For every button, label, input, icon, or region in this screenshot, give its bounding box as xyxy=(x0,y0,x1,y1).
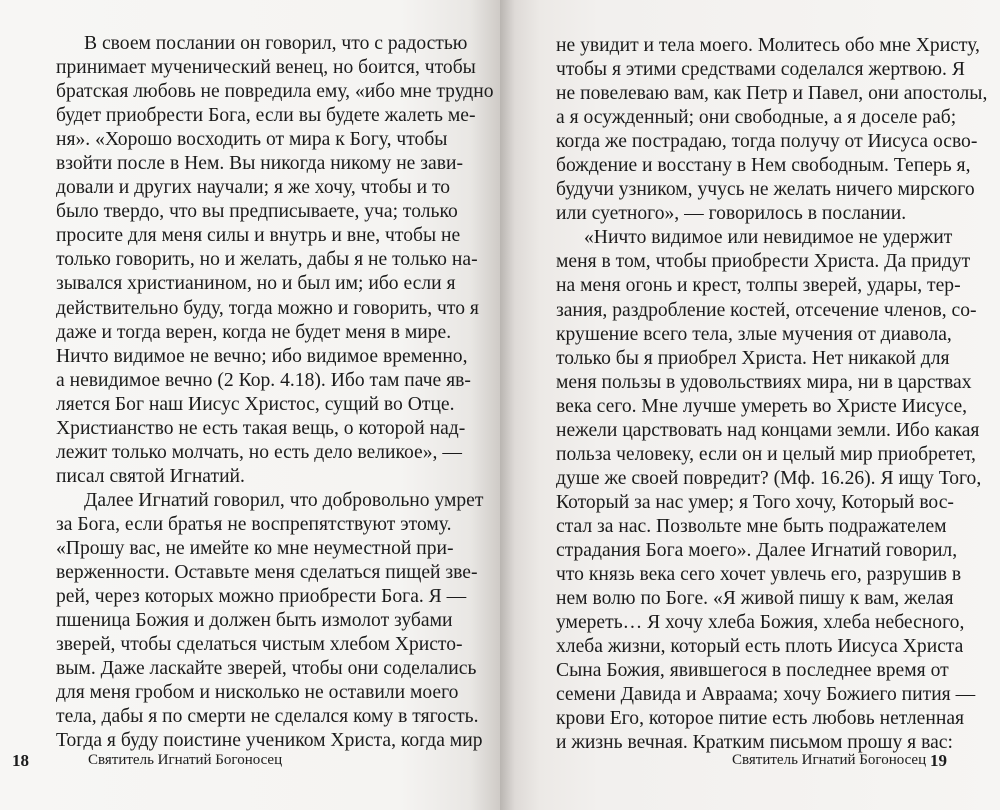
running-header: Святитель Игнатий Богоносец xyxy=(732,752,927,768)
text-line: рей, через которых можно приобрести Бога. Я — xyxy=(56,586,467,608)
text-line: для меня гробом и нисколько не оставили моего xyxy=(56,682,459,704)
text-line: душе же своей повредит? (Мф. 16.26). Я ищу Того, xyxy=(556,467,982,489)
text-line: только бы я приобрел Христа. Нет никакой для xyxy=(556,347,950,369)
text-line: а невидимое вечно (2 Кор. 4.18). Ибо там паче яв- xyxy=(56,369,471,391)
text-line: стал за нас. Позвольте мне быть подражателем xyxy=(556,515,947,537)
text-line: века сего. Мне лучше умереть во Христе Иисусе, xyxy=(556,395,968,417)
running-header: Святитель Игнатий Богоносец xyxy=(88,752,283,768)
text-line: хлеба жизни, который есть плоть Иисуса Христа xyxy=(556,636,964,658)
text-line: принимает мученический венец, но боится, чтобы xyxy=(56,57,476,79)
text-line: чтобы я этими средствами соделался жертвою. Я xyxy=(556,59,965,81)
text-line: на меня огонь и крест, толпы зверей, удары, тер- xyxy=(556,275,961,297)
text-line: писал святой Игнатий. xyxy=(56,465,245,487)
text-line: просите для меня силы и внутрь и вне, чтобы не xyxy=(56,225,461,247)
text-line: не повелеваю вам, как Петр и Павел, они апостолы, xyxy=(556,83,988,105)
text-line: когда же пострадаю, тогда получу от Иисуса осво- xyxy=(556,131,978,153)
text-line: а я осужденный; они свободные, а я доселе раб; xyxy=(556,107,957,129)
text-line: семени Давида и Авраама; хочу Божиего пития — xyxy=(556,684,976,706)
text-line: братская любовь не повредила ему, «ибо мне трудно xyxy=(56,81,494,103)
text-line: нем волю по Боге. «Я живой пишу к вам, желая xyxy=(556,588,954,610)
text-line: будучи узником, учусь не желать ничего мирского xyxy=(556,179,975,201)
text-line: Сына Божия, явившегося в последнее время от xyxy=(556,660,949,682)
right-page-text xyxy=(556,34,988,755)
text-line: «Ничто видимое или невидимое не удержит xyxy=(584,227,953,249)
page-number: 19 xyxy=(930,751,947,770)
text-line: будет приобрести Бога, если вы будете жалеть ме- xyxy=(56,105,476,127)
left-page-text xyxy=(56,32,494,753)
text-line: даже и тогда верен, когда не будет меня в мире. xyxy=(56,321,452,343)
text-line: польза человеку, если он и целый мир приобретет, xyxy=(556,443,976,465)
text-line: довали и других научали; я же хочу, чтобы и то xyxy=(56,177,451,199)
text-line: Ничто видимое не вечно; ибо видимое временно, xyxy=(56,345,468,367)
text-line: пшеница Божия и должен быть измолот зубами xyxy=(56,610,453,632)
page-number: 18 xyxy=(12,751,29,770)
text-line: меня пользы в удовольствиях мира, ни в царствах xyxy=(556,371,972,393)
text-line: В своем послании он говорил, что с радостью xyxy=(84,33,468,54)
text-line: и жизнь вечная. Кратким письмом прошу я вас: xyxy=(556,732,953,754)
text-line: Тогда я буду поистине учеником Христа, когда мир xyxy=(56,730,483,752)
text-line: не увидит и тела моего. Молитесь обо мне Христу, xyxy=(556,35,980,56)
text-line: крушение всего тела, злые мучения от диавола, xyxy=(556,323,952,345)
text-line: меня в том, чтобы приобрести Христа. Да придут xyxy=(556,251,971,273)
text-line: зывался христианином, но и был им; ибо если я xyxy=(56,273,456,295)
text-line: «Прошу вас, не имейте ко мне неуместной при- xyxy=(56,537,454,559)
text-line: действительно буду, тогда можно и говорить, что я xyxy=(56,297,479,319)
text-line: было твердо, что вы предписываете, уча; только xyxy=(56,201,458,223)
text-line: или суетного», — говорилось в послании. xyxy=(556,203,907,225)
text-line: вым. Даже ласкайте зверей, чтобы они соделались xyxy=(56,658,477,680)
text-line: Далее Игнатий говорил, что добровольно умрет xyxy=(84,489,484,511)
text-line: взойти после в Нем. Вы никогда никому не зави- xyxy=(56,153,463,175)
text-line: страдания Бога моего». Далее Игнатий говорил, xyxy=(556,539,958,561)
text-line: ляется Бог наш Иисус Христос, сущий во Отце. xyxy=(56,393,455,415)
text-line: крови Его, которое питие есть любовь нетленная xyxy=(556,708,965,730)
text-line: ня». «Хорошо восходить от мира к Богу, чтобы xyxy=(56,129,448,151)
text-line: верженности. Оставьте меня сделаться пищей зве- xyxy=(56,562,478,584)
text-line: лежит только молчать, но есть дело великое», — xyxy=(56,441,462,463)
text-line: тела, дабы я по смерти не сделался кому в тягость. xyxy=(56,706,479,728)
text-line: бождение и восстану в Нем свободным. Теперь я, xyxy=(556,155,971,177)
text-line: за Бога, если братья не воспрепятствуют этому. xyxy=(56,513,452,535)
text-line: что князь века сего хочет увлечь его, разрушив в xyxy=(556,564,962,586)
text-line: умереть… Я хочу хлеба Божия, хлеба небесного, xyxy=(556,612,965,634)
right-page xyxy=(500,0,1000,810)
text-line: Который за нас умер; я Того хочу, Который вос- xyxy=(556,491,954,513)
text-line: Христианство не есть такая вещь, о которой над- xyxy=(56,417,466,439)
text-line: только говорить, но и желать, дабы я не только на- xyxy=(56,249,478,271)
text-line: зверей, чтобы сделаться чистым хлебом Христо- xyxy=(56,634,463,656)
text-line: нежели царствовать над концами земли. Ибо какая xyxy=(556,419,980,441)
text-line: зания, раздробление костей, отсечение членов, со- xyxy=(556,299,977,321)
